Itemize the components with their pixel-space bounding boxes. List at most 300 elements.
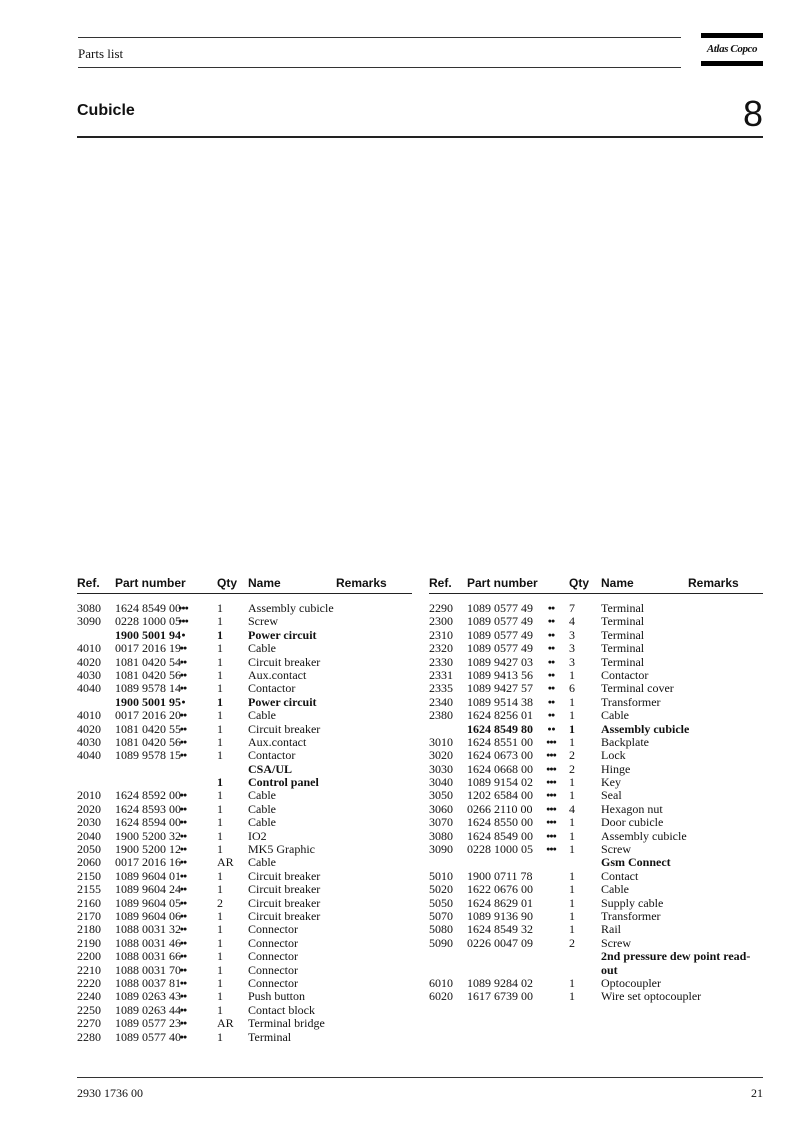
col-part-number: Part number	[467, 576, 538, 590]
row-qty: 1	[217, 708, 223, 723]
row-part-number: 1624 8549 00	[115, 601, 181, 615]
row-ref: 2270	[77, 1016, 101, 1031]
row-ref: 4010	[77, 641, 101, 656]
row-level-dots: ●●	[547, 644, 555, 653]
row-part-number: 1089 9413 56	[467, 667, 533, 682]
row-name: Cable	[601, 708, 629, 723]
row-qty: 1	[569, 975, 575, 990]
row-name: MK5 Graphic	[248, 842, 315, 857]
footer-rule	[77, 1077, 763, 1078]
row-level-dots: ●●●	[546, 791, 556, 800]
row-qty: 1	[569, 828, 575, 843]
row-name: Push button	[248, 989, 306, 1004]
row-name: Terminal	[601, 614, 645, 629]
row-part-number: 1624 8592 00	[115, 788, 181, 803]
row-ref: 2155	[77, 882, 101, 897]
row-ref: 4030	[77, 667, 101, 682]
col-remarks: Remarks	[336, 576, 387, 590]
row-qty: 1	[217, 842, 223, 857]
row-part-number: 0017 2016 20	[115, 708, 181, 723]
row-level-dots: ●●	[179, 911, 187, 920]
row-level-dots: ●●	[547, 617, 555, 626]
row-part-number: 1089 0263 44	[115, 1002, 181, 1017]
row-level-dots: ●●●	[178, 604, 188, 612]
row-qty: 1	[217, 627, 223, 642]
row-name: Connector	[248, 922, 298, 937]
row-ref: 3010	[429, 734, 453, 749]
row-part-number: 0226 0047 09	[467, 935, 533, 950]
row-ref: 2050	[77, 842, 101, 857]
row-part-number: 1089 9604 06	[115, 908, 181, 923]
row-qty: 1	[217, 614, 223, 629]
row-qty: 2	[569, 761, 575, 776]
row-level-dots: ● ●	[547, 724, 555, 733]
row-name: Connector	[248, 975, 298, 990]
row-part-number: 1081 0420 56	[115, 734, 181, 749]
row-name: Terminal bridge	[248, 1016, 325, 1031]
row-ref: 5090	[429, 935, 453, 950]
row-name: Circuit breaker	[248, 908, 321, 923]
row-ref: 3030	[429, 761, 453, 776]
row-part-number: 1624 8593 00	[115, 801, 181, 816]
row-level-dots: ●●	[179, 644, 187, 653]
row-qty: 1	[217, 828, 223, 843]
row-name: Hexagon nut	[601, 801, 663, 816]
row-part-number: 0228 1000 05	[467, 842, 533, 857]
row-part-number: 1622 0676 00	[467, 882, 533, 897]
row-ref: 2380	[429, 708, 453, 723]
row-name: Connector	[248, 949, 298, 964]
section-rule	[77, 136, 763, 138]
row-qty: 1	[217, 801, 223, 816]
table-header-rule	[429, 593, 763, 594]
row-part-number: 1624 8549 80	[467, 721, 533, 736]
row-part-number: 1088 0031 70	[115, 962, 181, 977]
row-name: Transformer	[601, 908, 661, 923]
row-part-number: 1624 8550 00	[467, 815, 533, 830]
row-qty: 1	[217, 1002, 223, 1017]
row-ref: 4030	[77, 734, 101, 749]
logo-text: Atlas Copco	[706, 43, 758, 55]
row-part-number: 0017 2016 16	[115, 855, 181, 870]
header-rule-bottom	[78, 67, 681, 68]
row-name: Hinge	[601, 761, 631, 776]
col-name: Name	[601, 576, 634, 590]
row-part-number: 1624 8594 00	[115, 815, 181, 830]
col-ref: Ref.	[77, 576, 100, 590]
row-qty: 1	[217, 908, 223, 923]
row-name: Lock	[601, 748, 626, 763]
row-ref: 2250	[77, 1002, 101, 1017]
row-name: Cable	[248, 801, 276, 816]
row-name: Cable	[248, 708, 276, 723]
row-part-number: 1089 0577 23	[115, 1016, 181, 1031]
row-level-dots: ●●	[179, 831, 187, 840]
row-name: Cable	[248, 788, 276, 803]
row-part-number: 0266 2110 00	[467, 801, 533, 816]
row-level-dots: ●●●	[546, 804, 556, 813]
row-part-number: 1081 0420 55	[115, 721, 181, 736]
col-part-number: Part number	[115, 576, 186, 590]
row-name: IO2	[248, 828, 267, 843]
row-ref: 2020	[77, 801, 101, 816]
logo-bar-bottom	[701, 61, 763, 66]
row-qty: 1	[217, 989, 223, 1004]
row-part-number: 1088 0037 81	[115, 975, 181, 990]
row-ref: 2331	[429, 667, 453, 682]
row-name: Terminal	[248, 1029, 292, 1044]
row-part-number: 1900 5001 95	[115, 694, 181, 709]
row-qty: 3	[569, 654, 575, 669]
row-ref: 2180	[77, 922, 101, 937]
col-name: Name	[248, 576, 281, 590]
row-qty: 1	[569, 788, 575, 803]
row-name: Circuit breaker	[248, 721, 321, 736]
row-ref: 2040	[77, 828, 101, 843]
row-name: Connector	[248, 962, 298, 977]
row-name: Circuit breaker	[248, 895, 321, 910]
row-name: Circuit breaker	[248, 868, 321, 883]
row-part-number: 1089 9427 57	[467, 681, 533, 696]
row-qty: 1	[217, 1029, 223, 1044]
row-ref: 2150	[77, 868, 101, 883]
row-name: Screw	[601, 935, 631, 950]
row-ref: 3090	[77, 614, 101, 629]
row-name: Cable	[248, 855, 276, 870]
row-ref: 4020	[77, 721, 101, 736]
row-ref: 5050	[429, 895, 453, 910]
row-name: Door cubicle	[601, 815, 664, 830]
header-title: Parts list	[78, 46, 124, 61]
row-name: Assembly cubicle	[601, 721, 690, 736]
row-level-dots: ●●●	[546, 764, 556, 773]
col-remarks: Remarks	[688, 576, 739, 590]
row-level-dots: ●●●	[546, 737, 556, 746]
row-name: Assembly cubicle	[601, 828, 687, 843]
row-part-number: 1624 8549 00	[467, 828, 533, 843]
row-ref: 5080	[429, 922, 453, 937]
row-level-dots: ●●	[179, 1019, 187, 1028]
row-level-dots: ●●	[547, 670, 555, 679]
row-part-number: 1089 0577 49	[467, 641, 533, 656]
table-header	[429, 576, 763, 592]
row-part-number: 1088 0031 66	[115, 949, 181, 964]
row-level-dots: ●●●	[546, 818, 556, 827]
row-part-number: 1624 8551 00	[467, 734, 533, 749]
row-name: Rail	[601, 922, 621, 937]
row-ref: 2280	[77, 1029, 101, 1044]
document-number: 2930 1736 00	[77, 1086, 143, 1100]
col-qty: Qty	[217, 576, 238, 590]
row-level-dots: ●●	[179, 818, 187, 827]
row-level-dots: ●●	[547, 630, 555, 639]
row-part-number: 1089 9578 14	[115, 681, 181, 696]
row-level-dots: ●●	[547, 711, 555, 720]
row-level-dots: ●●	[179, 1005, 187, 1014]
row-qty: 1	[569, 721, 575, 736]
row-name: Terminal cover	[601, 681, 674, 696]
row-name: Aux.contact	[248, 667, 307, 682]
row-part-number: 1089 9284 02	[467, 975, 533, 990]
row-part-number: 1088 0031 32	[115, 922, 181, 937]
row-part-number: 1089 9604 01	[115, 868, 181, 883]
row-level-dots: ●●	[179, 885, 187, 894]
row-part-number: 0228 1000 05	[115, 614, 181, 629]
row-level-dots: ●●	[179, 737, 187, 746]
row-qty: 6	[569, 681, 575, 696]
row-part-number: 1202 6584 00	[467, 788, 533, 803]
row-level-dots: ●●	[179, 992, 187, 1001]
row-qty: 1	[217, 788, 223, 803]
row-level-dots: ●●	[179, 978, 187, 987]
row-name: Power circuit	[248, 694, 317, 709]
row-part-number: 1900 0711 78	[467, 868, 533, 883]
row-name: Seal	[601, 788, 622, 803]
row-part-number: 1624 8549 32	[467, 922, 533, 937]
row-level-dots: ●●	[179, 925, 187, 934]
row-ref: 3060	[429, 801, 453, 816]
row-qty: AR	[217, 1016, 234, 1031]
row-qty: 1	[569, 842, 575, 857]
atlas-copco-logo	[701, 33, 763, 67]
row-name: Terminal	[601, 654, 645, 669]
row-ref: 4040	[77, 748, 101, 763]
row-name: Contact block	[248, 1002, 315, 1017]
row-ref: 4010	[77, 708, 101, 723]
row-qty: 1	[217, 935, 223, 950]
row-level-dots: ●	[181, 630, 185, 639]
row-qty: AR	[217, 855, 234, 870]
row-level-dots: ●●	[547, 657, 555, 666]
row-ref: 3050	[429, 788, 453, 803]
row-ref: 2290	[429, 601, 453, 615]
table-header	[77, 576, 412, 592]
row-ref: 3080	[429, 828, 453, 843]
row-qty: 1	[569, 775, 575, 790]
row-ref: 3090	[429, 842, 453, 857]
row-part-number: 1089 9136 90	[467, 908, 533, 923]
section-number: 8	[742, 93, 763, 134]
row-name: Screw	[248, 614, 278, 629]
row-qty: 1	[217, 601, 223, 615]
row-part-number: 1089 9514 38	[467, 694, 533, 709]
row-level-dots: ●●●	[546, 831, 556, 840]
row-qty: 1	[217, 748, 223, 763]
row-level-dots: ●●	[179, 898, 187, 907]
row-part-number: 1088 0031 46	[115, 935, 181, 950]
row-part-number: 0017 2016 19	[115, 641, 181, 656]
row-part-number: 1900 5200 32	[115, 828, 181, 843]
row-ref: 5070	[429, 908, 453, 923]
row-qty: 1	[217, 775, 223, 790]
row-name: Cable	[248, 641, 276, 656]
row-level-dots: ●●	[179, 1032, 187, 1041]
row-qty: 1	[217, 882, 223, 897]
row-qty: 1	[569, 908, 575, 923]
row-name: Backplate	[601, 734, 649, 749]
row-qty: 1	[569, 708, 575, 723]
row-name: Circuit breaker	[248, 882, 321, 897]
row-ref: 2330	[429, 654, 453, 669]
row-level-dots: ●●	[179, 845, 187, 854]
row-qty: 1	[217, 868, 223, 883]
row-qty: 1	[569, 882, 575, 897]
row-ref: 4040	[77, 681, 101, 696]
row-part-number: 1081 0420 54	[115, 654, 181, 669]
row-part-number: 1624 8256 01	[467, 708, 533, 723]
row-qty: 1	[569, 895, 575, 910]
row-part-number: 1089 9154 02	[467, 775, 533, 790]
row-qty: 2	[217, 895, 223, 910]
row-part-number: 1624 0673 00	[467, 748, 533, 763]
row-level-dots: ●●	[179, 791, 187, 800]
row-part-number: 1624 0668 00	[467, 761, 533, 776]
row-ref: 2190	[77, 935, 101, 950]
row-ref: 5010	[429, 868, 453, 883]
row-name: Key	[601, 775, 621, 790]
row-part-number: 1089 0577 49	[467, 601, 533, 615]
row-name: Aux.contact	[248, 734, 307, 749]
row-part-number: 1900 5200 12	[115, 842, 181, 857]
row-part-number: 1617 6739 00	[467, 989, 533, 1004]
row-ref: 2210	[77, 962, 101, 977]
row-name: Terminal	[601, 601, 645, 615]
row-name: Terminal	[601, 641, 645, 656]
row-ref: 2030	[77, 815, 101, 830]
table-header-rule	[77, 593, 412, 594]
row-ref: 2010	[77, 788, 101, 803]
row-name: Optocoupler	[601, 975, 661, 990]
row-name: CSA/UL	[248, 761, 293, 776]
row-level-dots: ●●	[179, 751, 187, 760]
row-level-dots: ●●	[179, 952, 187, 961]
row-level-dots: ●●	[179, 804, 187, 813]
row-qty: 1	[569, 868, 575, 883]
row-qty: 1	[217, 734, 223, 749]
row-level-dots: ●●●	[546, 778, 556, 787]
logo-bar-top	[701, 33, 763, 38]
row-qty: 2	[569, 748, 575, 763]
row-level-dots: ●●	[179, 711, 187, 720]
parts-table-left	[77, 576, 412, 1044]
row-ref: 2240	[77, 989, 101, 1004]
row-ref: 6020	[429, 989, 453, 1004]
row-level-dots: ●●	[179, 871, 187, 880]
row-ref: 5020	[429, 882, 453, 897]
row-name: Connector	[248, 935, 298, 950]
header-rule-top	[78, 37, 681, 38]
row-name: Cable	[601, 882, 629, 897]
row-part-number: 1089 0263 43	[115, 989, 181, 1004]
row-level-dots: ●●	[179, 684, 187, 693]
row-ref: 2200	[77, 949, 101, 964]
col-qty: Qty	[569, 576, 590, 590]
row-qty: 3	[569, 641, 575, 656]
row-name: Terminal	[601, 627, 645, 642]
row-qty: 1	[217, 721, 223, 736]
row-name: Transformer	[601, 694, 661, 709]
row-level-dots: ●	[181, 697, 185, 706]
row-part-number: 1089 9604 05	[115, 895, 181, 910]
row-name: Circuit breaker	[248, 654, 321, 669]
parts-table-right	[429, 576, 763, 1004]
row-ref: 2340	[429, 694, 453, 709]
row-part-number: 1089 9604 24	[115, 882, 181, 897]
col-ref: Ref.	[429, 576, 452, 590]
row-qty: 1	[569, 989, 575, 1004]
row-qty: 1	[217, 815, 223, 830]
row-level-dots: ●●●	[178, 617, 188, 626]
section-title: Cubicle	[77, 102, 135, 119]
row-ref: 2320	[429, 641, 453, 656]
row-qty: 1	[569, 734, 575, 749]
row-qty: 1	[217, 654, 223, 669]
row-name: Assembly cubicle	[248, 601, 334, 615]
row-name: 2nd pressure dew point read-	[601, 949, 751, 964]
row-name: out	[601, 962, 618, 977]
row-qty: 1	[569, 694, 575, 709]
row-part-number: 1624 8629 01	[467, 895, 533, 910]
row-level-dots: ●●	[179, 657, 187, 666]
row-ref: 4020	[77, 654, 101, 669]
row-qty: 1	[217, 975, 223, 990]
row-part-number: 1089 0577 49	[467, 614, 533, 629]
row-level-dots: ●●●	[546, 751, 556, 760]
row-level-dots: ●●	[179, 858, 187, 867]
row-level-dots: ●●	[179, 965, 187, 974]
row-name: Contactor	[248, 681, 296, 696]
row-ref: 2220	[77, 975, 101, 990]
row-ref: 2060	[77, 855, 101, 870]
row-name: Screw	[601, 842, 631, 857]
row-part-number: 1089 0577 40	[115, 1029, 181, 1044]
row-level-dots: ●●	[179, 938, 187, 947]
row-part-number: 1089 9427 03	[467, 654, 533, 669]
row-qty: 1	[217, 922, 223, 937]
row-ref: 2170	[77, 908, 101, 923]
row-qty: 1	[569, 667, 575, 682]
row-level-dots: ●●●	[546, 845, 556, 854]
row-level-dots: ●●	[547, 604, 555, 612]
row-name: Contactor	[601, 667, 649, 682]
row-name: Control panel	[248, 775, 319, 790]
row-qty: 3	[569, 627, 575, 642]
row-ref: 3080	[77, 601, 101, 615]
row-ref: 3040	[429, 775, 453, 790]
row-ref: 6010	[429, 975, 453, 990]
row-name: Cable	[248, 815, 276, 830]
row-ref: 3020	[429, 748, 453, 763]
row-ref: 2160	[77, 895, 101, 910]
row-name: Contact	[601, 868, 639, 883]
row-qty: 1	[569, 922, 575, 937]
row-part-number: 1089 9578 15	[115, 748, 181, 763]
row-name: Gsm Connect	[601, 855, 671, 870]
row-name: Supply cable	[601, 895, 664, 910]
row-qty: 1	[217, 641, 223, 656]
row-name: Power circuit	[248, 627, 317, 642]
row-level-dots: ●●	[547, 684, 555, 693]
row-part-number: 1081 0420 56	[115, 667, 181, 682]
row-qty: 1	[217, 962, 223, 977]
row-qty: 1	[569, 815, 575, 830]
row-qty: 7	[569, 601, 575, 615]
row-ref: 3070	[429, 815, 453, 830]
row-level-dots: ●●	[547, 697, 555, 706]
row-qty: 4	[569, 614, 575, 629]
row-name: Wire set optocoupler	[601, 989, 702, 1004]
page-number: 21	[751, 1086, 763, 1100]
